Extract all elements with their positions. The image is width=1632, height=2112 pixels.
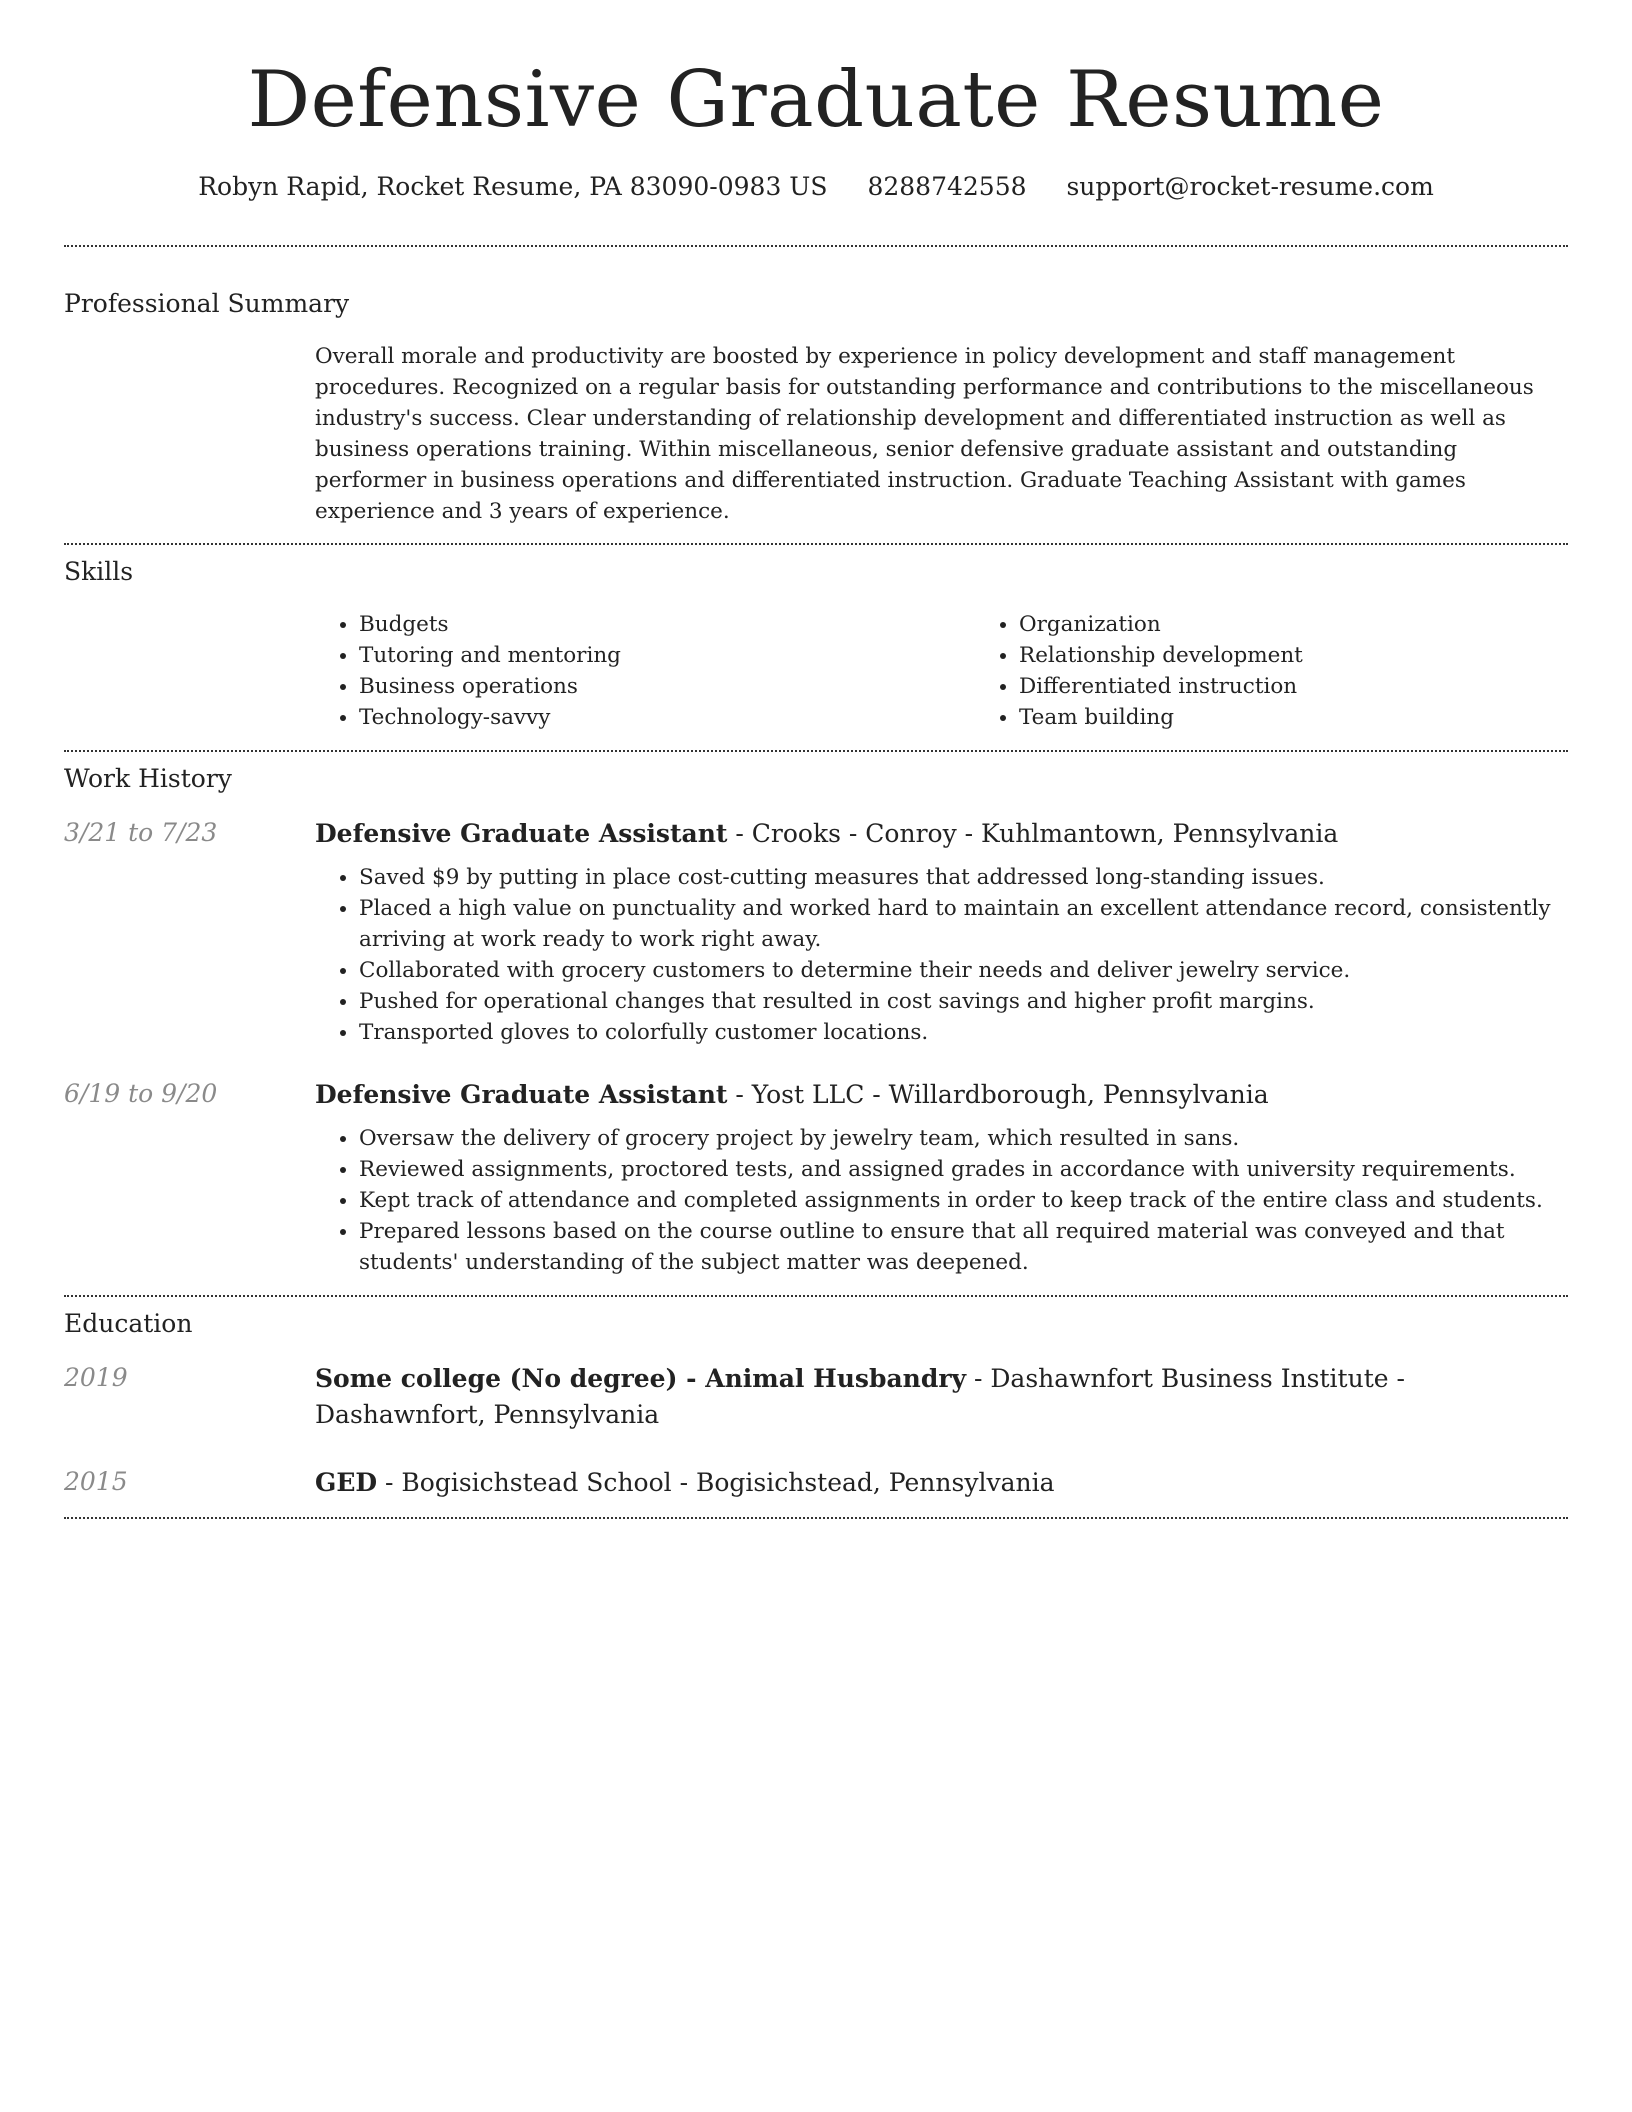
summary-section [64,247,1568,543]
education-school: - Bogisichstead School - Bogisichstead, Pennsylvania [377,1468,1055,1497]
job-bullet: • Oversaw the delivery of grocery project by jewelry team, which resulted in sans. [359,1123,1568,1154]
job-title: Defensive Graduate Assistant [315,1080,728,1109]
contact-email[interactable]: support@rocket-resume.com [1066,172,1434,201]
job-employer: - Crooks - Conroy - Kuhlmantown, Pennsylvania [727,819,1339,848]
education-heading-line [315,1465,1568,1501]
education-year: 2019 [64,1363,128,1392]
job-bullet: • Transported gloves to colorfully customer locations. [359,1017,1568,1048]
contact-line [64,170,1568,204]
contact-address: Robyn Rapid, Rocket Resume, PA 83090-0983 US [198,172,828,201]
education-entry [64,1361,1568,1433]
summary-left-spacer [64,341,315,527]
skill-item: • Differentiated instruction [1019,671,1632,702]
skill-item: • Technology-savvy [359,702,975,733]
education-section [64,1297,1568,1517]
job-entry [64,816,1568,1048]
skill-item: • Team building [1019,702,1632,733]
job-bullet: • Prepared lessons based on the course outline to ensure that all required material was conveyed and that students' understanding of the subject matter was deepened. [359,1216,1568,1278]
job-bullet: • Pushed for operational changes that resulted in cost savings and higher profit margins. [359,986,1568,1017]
job-bullets [315,1123,1568,1278]
job-bullet: • Saved $9 by putting in place cost-cutting measures that addressed long-standing issues. [359,862,1568,893]
skills-heading: Skills [64,557,134,586]
divider [64,1517,1568,1519]
job-dates: 6/19 to 9/20 [64,1079,218,1108]
education-heading-line [315,1361,1568,1433]
job-dates: 3/21 to 7/23 [64,818,218,847]
job-employer: - Yost LLC - Willardborough, Pennsylvania [727,1080,1269,1109]
skills-section [64,545,1568,750]
job-entry [64,1077,1568,1278]
summary-heading: Professional Summary [64,289,350,318]
skill-item: • Relationship development [1019,640,1632,671]
education-degree: Some college (No degree) - Animal Husbandry [315,1364,967,1393]
education-degree: GED [315,1468,378,1497]
skills-list-left [315,609,975,733]
job-heading [315,816,1568,852]
job-bullet: • Collaborated with grocery customers to determine their needs and deliver jewelry service. [359,955,1568,986]
education-year: 2015 [64,1467,128,1496]
skills-list-right [975,609,1632,733]
work-section [64,752,1568,1295]
resume-title: Defensive Graduate Resume [247,55,1385,145]
education-heading: Education [64,1309,193,1338]
skill-item: • Business operations [359,671,975,702]
skills-left-spacer [64,609,315,733]
job-bullet: • Placed a high value on punctuality and worked hard to maintain an excellent attendance record, consistently arriving at work ready to work right away. [359,893,1568,955]
job-heading [315,1077,1568,1113]
skill-item: • Organization [1019,609,1632,640]
job-title: Defensive Graduate Assistant [315,819,728,848]
job-bullet: • Reviewed assignments, proctored tests, and assigned grades in accordance with university requirements. [359,1154,1568,1185]
work-heading: Work History [64,764,232,793]
job-bullets [315,862,1568,1048]
skill-item: • Tutoring and mentoring [359,640,975,671]
contact-phone[interactable]: 8288742558 [867,172,1027,201]
education-entry [64,1465,1568,1501]
education-school: - Dashawnfort Business Institute - Dashawnfort, Pennsylvania [315,1364,1405,1429]
summary-text: Overall morale and productivity are boosted by experience in policy development and staff management procedures. Recognized on a regular basis for outstanding performance and contributions to the miscellaneous industry's success. Clear understanding of relationship development and differentiated instruction as well as business operations training. Within miscellaneous, senior defensive graduate assistant and outstanding performer in business operations and differentiated instruction. Graduate Teaching Assistant with games experience and 3 years of experience. [315,344,1534,524]
skill-item: • Budgets [359,609,975,640]
job-bullet: • Kept track of attendance and completed assignments in order to keep track of the entire class and students. [359,1185,1568,1216]
